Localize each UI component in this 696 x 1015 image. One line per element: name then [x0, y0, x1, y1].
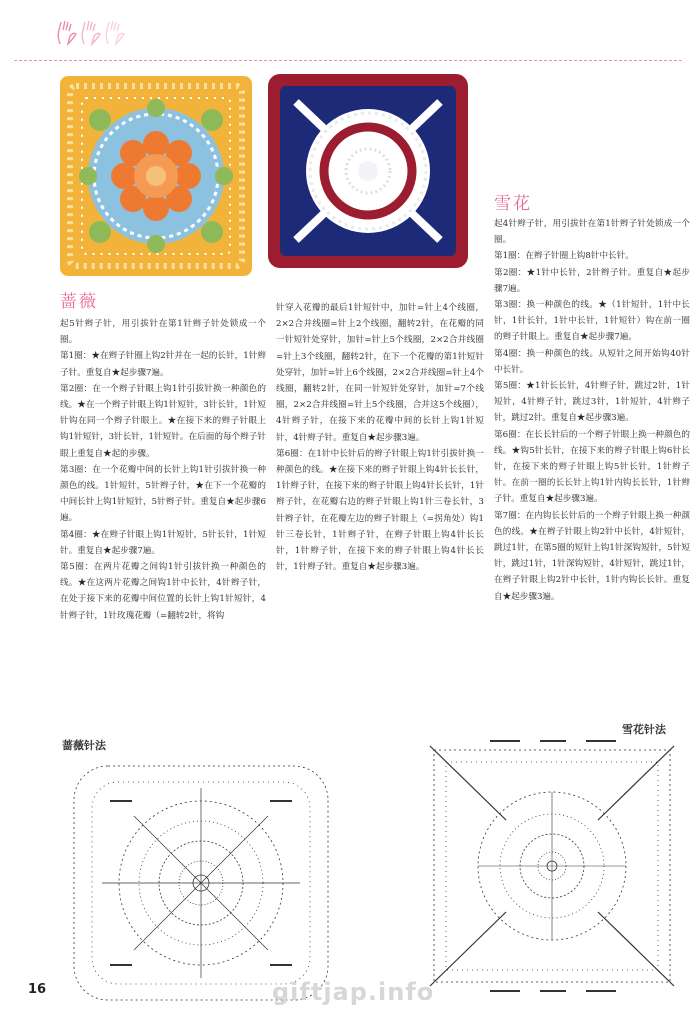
- rose-round-5: 第5圈：在两片花瓣之间钩1针引拔针换一种颜色的线。★在这两片花瓣之间钩1针中长针，4针辫子针，在处于接下来的花瓣中间位置的长针上钩1针短针，4针辫子针，1针玫瑰花瓣（=翻转2针，将钩: [60, 562, 266, 621]
- rose-step-start: 起5针辫子针，用引拔针在第1针辫子针处锁成一个圈。: [60, 319, 266, 346]
- rose-title: 蔷薇: [60, 292, 98, 312]
- snow-round-7: 第7圈：在内钩长长针后的一个辫子针眼上换一种颜色的线。★在辫子针眼上钩2针中长针，4针短针，跳过1针，在第5圈的短针上钩1针深钩短针，5针短针，跳过1针，1针深钩短针，4针短针，跳过1针，在辫子针眼上钩2针中长针，1针内钩长长针。重复自★起步骤3遍。: [494, 510, 690, 602]
- watermark: giftjap.info: [272, 978, 435, 1006]
- rose-round-5-continued: 针穿入花瓣的最后1针短针中，加针=针上4个线圈，2×2合并线圈=针上2个线圈，翻转2针，在花瓣的同一针短针处穿针，加针=针上5个线圈，2×2合并线圈=针上3个线圈，翻转2针，在下一个花瓣的第1针短针处穿针，加针=针上6个线圈，2×2合并线圈=针上4个线圈，翻转2针，在同一针短针处穿针，加针=7个线圈，2×2合并线圈=针上5个线圈，合并这5个线圈），4针辫子针，在接下来的花瓣中间的长针上钩1针短针，4针辫子针。重复自★起步骤3遍。: [276, 303, 484, 443]
- hand-prints-icon: [54, 18, 134, 48]
- snow-round-2: 第2圈：★1针中长针，2针辫子针。重复自★起步骤7遍。: [494, 267, 690, 294]
- header-divider: [14, 60, 682, 61]
- rose-round-2: 第2圈：在一个辫子针眼上钩1针引拔针换一种颜色的线。★在一个辫子针眼上钩1针短针，3针长针，1针短针钩在同一个辫子针眼上。★在接下来的辫子针眼上钩1针短针，3针长针，1针短针。在后面的每个辫子针眼上重复自★起的步骤。: [60, 383, 266, 459]
- snow-round-4: 第4圈：换一种颜色的线。从短针之间开始钩40针中长针。: [494, 348, 690, 375]
- page-number: 16: [28, 982, 47, 997]
- rose-instructions-column-2: [276, 300, 484, 575]
- snow-round-1: 第1圈：在辫子针圈上钩8针中长针。: [494, 251, 634, 262]
- snowflake-chart-label: 雪花针法: [622, 723, 666, 736]
- rose-round-4: 第4圈：★在辫子针眼上钩1针短针，5针长针，1针短针。重复自★起步骤7遍。: [60, 529, 266, 556]
- snow-round-3: 第3圈：换一种颜色的线。★（1针短针，1针中长针，1针长针，1针中长针，1针短针）钩在前一圈的辫子针眼上。重复自★起步骤7遍。: [494, 300, 690, 343]
- rose-instructions-column-1: [60, 316, 266, 624]
- rose-chart-label: 蔷薇针法: [62, 739, 106, 752]
- snowflake-square-photo: [266, 72, 470, 270]
- snow-round-6: 第6圈：在长长针后的一个辫子针眼上换一种颜色的线。★钩5针长针，在接下来的辫子针眼上钩6针长针，在接下来的辫子针眼上钩5针长针，1针辫子针。在前一圈的长长针上钩1针内钩长长针，1针辫子针。重复自★起步骤3遍。: [494, 429, 690, 505]
- snowflake-title: 雪花: [494, 194, 532, 214]
- snow-step-start: 起4针辫子针，用引拔针在第1针辫子针处锁成一个圈。: [494, 219, 690, 246]
- snow-round-5: 第5圈：★1针长长针，4针辫子针，跳过2针，1针短针，4针辫子针，跳过3针，1针短针，4针辫子针，跳过2针。重复自★起步骤3遍。: [494, 381, 690, 424]
- rose-round-1: 第1圈：★在辫子针圈上钩2针并在一起的长针，1针辫子针。重复自★起步骤7遍。: [60, 351, 266, 378]
- rose-square-photo: [56, 72, 256, 280]
- rose-round-3: 第3圈：在一个花瓣中间的长针上钩1针引拔针换一种颜色的线。1针短针，5针辫子针，★在下一个花瓣的中间长针上钩1针短针，5针辫子针。重复自★起步骤6遍。: [60, 464, 266, 524]
- rose-round-6: 第6圈：在1针中长针后的辫子针眼上钩1针引拔针换一种颜色的线。★在接下来的辫子针眼上钩4针长长针，1针辫子针，在接下来的辫子针眼上钩4针长长针，1针辫子针，在花瓣右边的辫子针眼上钩1针三卷长针，3针辫子针，在花瓣左边的辫子针眼上（=拐角处）钩1针三卷长针，1针辫子针，在辫子针眼上钩4针长长针，1针辫子针，在接下来的辫子针眼上钩4针长长针，1针辫子针。重复自★起步骤3遍。: [276, 448, 484, 573]
- rose-crochet-chart: [62, 758, 340, 1008]
- snowflake-instructions-column: [494, 216, 690, 605]
- snowflake-crochet-chart: [420, 736, 684, 996]
